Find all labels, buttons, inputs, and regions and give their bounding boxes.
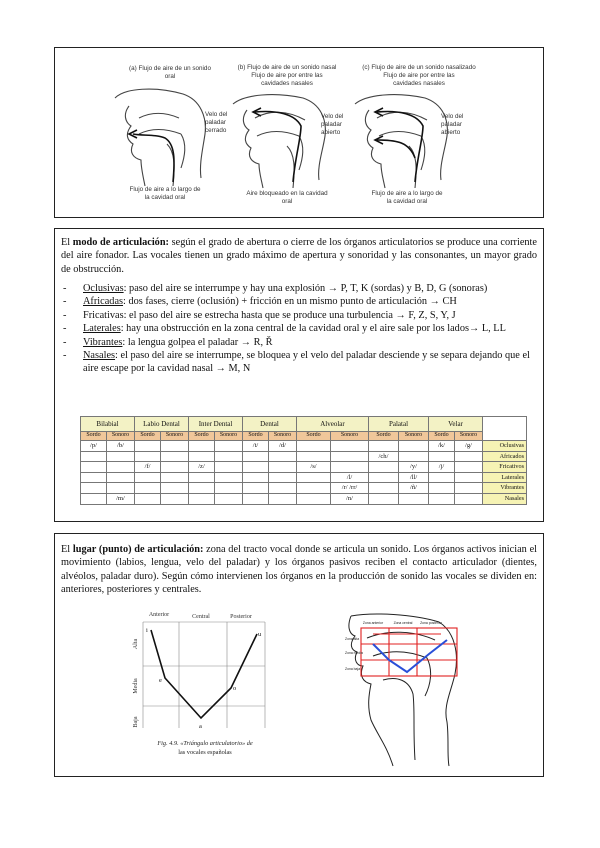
table-cell xyxy=(135,483,161,494)
zone-media-label: Zona media xyxy=(345,651,363,655)
list-item xyxy=(61,336,537,349)
table-cell: /s/ xyxy=(297,462,331,473)
table-cell xyxy=(81,483,107,494)
table-cell xyxy=(269,472,297,483)
voicing-sordo: Sordo xyxy=(81,432,107,441)
oral-velo-line1: Velo del xyxy=(205,111,228,118)
modo-intro xyxy=(61,236,537,276)
desc-nasales: : el paso del aire se interrumpe, se bloquea y el velo del paladar desciende y se separa dejando que el aire escape por la cavidad nasal → M, N xyxy=(83,350,530,375)
table-cell xyxy=(81,493,107,504)
table-cell xyxy=(161,493,189,504)
table-cell xyxy=(215,451,243,462)
term-vibrantes: Vibrantes xyxy=(83,336,123,348)
table-cell xyxy=(81,451,107,462)
table-cell: /p/ xyxy=(81,441,107,452)
table-cell xyxy=(243,451,269,462)
zone-baja-label: Zona baja xyxy=(345,667,361,671)
table-cell xyxy=(429,493,455,504)
lugar-intro-heading: lugar (punto) de articulación: xyxy=(72,544,204,555)
triangle-label-anterior: Anterior xyxy=(148,612,170,618)
col-header-labiodental: Labio Dental xyxy=(135,417,189,432)
table-cell xyxy=(369,441,399,452)
table-cell xyxy=(189,493,215,504)
nasal-bottom-line1: Aire bloqueado en la cavidad xyxy=(246,190,328,197)
row-label: Africados xyxy=(483,451,527,462)
nasal-velo-line1: Velo del xyxy=(321,113,344,120)
table-cell: /r/ /rr/ xyxy=(331,483,369,494)
term-africadas: Africadas xyxy=(83,296,124,308)
table-cell xyxy=(297,493,331,504)
table-cell xyxy=(135,472,161,483)
nasal-velo-line2: paladar xyxy=(321,121,343,128)
table-cell xyxy=(215,493,243,504)
table-cell xyxy=(399,441,429,452)
row-label: Vibrantes xyxy=(483,483,527,494)
desc-vibrantes: : la lengua golpea el paladar → R, Ř xyxy=(122,336,273,348)
term-nasales: Nasales xyxy=(83,350,116,362)
modo-articulacion-panel xyxy=(54,228,544,522)
table-cell: /t/ xyxy=(243,441,269,452)
table-cell xyxy=(297,441,331,452)
modo-intro-prefix: El xyxy=(61,237,73,248)
table-cell: /ch/ xyxy=(369,451,399,462)
nasalized-velo-line3: abierto xyxy=(441,129,461,136)
lugar-intro-prefix: El xyxy=(61,544,73,555)
table-cell xyxy=(269,493,297,504)
table-row xyxy=(81,451,527,462)
list-item xyxy=(61,309,537,322)
table-cell xyxy=(331,462,369,473)
table-cell xyxy=(399,493,429,504)
table-cell xyxy=(331,451,369,462)
nasalized-velo-line1: Velo del xyxy=(441,113,464,120)
nasalized-bottom-line2: la cavidad oral xyxy=(386,198,428,205)
zone-anterior-label: Zona anterior xyxy=(362,621,384,625)
oral-velo-line3: cerrado xyxy=(205,127,227,134)
nasal-velo-line3: abierto xyxy=(321,129,341,136)
table-cell: /m/ xyxy=(107,493,135,504)
row-label: Laterales xyxy=(483,472,527,483)
table-cell xyxy=(243,462,269,473)
table-cell: /j/ xyxy=(429,462,455,473)
lugar-intro-text: zona del tracto vocal donde se articula un sonido. Los órganos activos inician el movimiento (labios, lengua, velo del paladar) y los órganos pasivos reciben el contacto articulador (dientes, alvéolos, paladar duro). Según cómo intervienen los órganos en la producción de sonido las vocales se dividen en: anteriores, posteriores y centrales. xyxy=(61,544,537,596)
table-row xyxy=(81,441,527,452)
table-cell xyxy=(455,462,483,473)
nasal-bottom-line2: oral xyxy=(281,198,293,205)
oral-bottom-line2: la cavidad oral xyxy=(144,194,186,201)
vowel-triangle-overlay xyxy=(373,640,447,672)
lugar-articulacion-panel xyxy=(54,533,544,777)
table-cell xyxy=(215,472,243,483)
table-row xyxy=(81,472,527,483)
nasalized-bottom-line1: Flujo de aire a lo largo de xyxy=(371,190,443,197)
table-cell xyxy=(429,472,455,483)
table-cell xyxy=(189,441,215,452)
airflow-figure-panel xyxy=(54,47,544,218)
nasalized-velo-line2: paladar xyxy=(441,121,463,128)
nasal-title-line2: Flujo de aire por entre las xyxy=(251,72,323,79)
table-cell xyxy=(369,493,399,504)
table-row xyxy=(81,493,527,504)
list-item xyxy=(61,295,537,308)
voicing-sordo: Sordo xyxy=(135,432,161,441)
table-cell xyxy=(399,451,429,462)
row-label: Oclusivas xyxy=(483,441,527,452)
oral-airflow-arrow xyxy=(129,130,174,182)
col-header-alveolar: Alveolar xyxy=(297,417,369,432)
nasalized-title-line1: (c) Flujo de aire de un sonido nasalizado xyxy=(362,64,476,71)
nasal-title-line1: (b) Flujo de aire de un sonido nasal xyxy=(237,64,337,71)
col-header-velar: Velar xyxy=(429,417,483,432)
vowel-a: a xyxy=(199,723,202,730)
vowel-triangle-figure xyxy=(115,608,275,758)
head-zones-figure xyxy=(343,610,465,768)
table-cell: /f/ xyxy=(135,462,161,473)
table-row xyxy=(81,462,527,473)
diagram-oral xyxy=(115,65,227,201)
table-cell: /z/ xyxy=(189,462,215,473)
table-cell xyxy=(269,451,297,462)
triangle-caption-line1: Fig. 4.9. «Triángulo articulatorio» de xyxy=(157,740,253,747)
voicing-sonoro: Sonoro xyxy=(269,432,297,441)
table-cell xyxy=(189,472,215,483)
table-cell: /l/ xyxy=(331,472,369,483)
lugar-intro xyxy=(61,543,537,597)
zone-posterior-label: Zona posterior xyxy=(420,621,442,625)
table-cell: /d/ xyxy=(269,441,297,452)
table-cell: /b/ xyxy=(107,441,135,452)
triangle-label-alta: Alta xyxy=(133,638,139,650)
triangle-label-baja: Baja xyxy=(133,716,139,728)
table-row xyxy=(81,483,527,494)
place-header-row xyxy=(81,417,527,432)
diagram-nasal xyxy=(233,64,343,205)
row-label: Fricativos xyxy=(483,462,527,473)
table-cell xyxy=(107,462,135,473)
zone-alta-label: Zona alta xyxy=(345,637,360,641)
voicing-sonoro: Sonoro xyxy=(331,432,369,441)
table-cell xyxy=(455,451,483,462)
table-cell xyxy=(369,483,399,494)
table-cell xyxy=(161,483,189,494)
voicing-header-row xyxy=(81,432,527,441)
table-cell: /k/ xyxy=(429,441,455,452)
table-cell: /n/ xyxy=(331,493,369,504)
oral-title-line2: oral xyxy=(164,73,176,80)
voicing-sordo: Sordo xyxy=(429,432,455,441)
vowel-o: o xyxy=(233,685,237,692)
nasalized-title-line2: Flujo de aire por entre las xyxy=(383,72,455,79)
nasalized-title-line3: cavidades nasales xyxy=(393,80,445,87)
table-cell xyxy=(135,441,161,452)
table-cell xyxy=(135,451,161,462)
desc-fricativas: : el paso del aire se estrecha hasta que se produce una turbulencia → F, Z, S, Y, J xyxy=(123,309,456,321)
zone-central-label: Zona central xyxy=(393,621,413,625)
voicing-sordo: Sordo xyxy=(243,432,269,441)
list-item xyxy=(61,349,537,376)
table-cell: /g/ xyxy=(455,441,483,452)
table-cell xyxy=(215,462,243,473)
diagram-nasalized xyxy=(355,64,476,205)
triangle-label-media: Media xyxy=(133,678,139,694)
triangle-grid xyxy=(143,622,265,728)
triangle-label-central: Central xyxy=(192,614,210,620)
table-cell xyxy=(297,483,331,494)
voicing-sonoro: Sonoro xyxy=(399,432,429,441)
voicing-sonoro: Sonoro xyxy=(215,432,243,441)
vowel-e: e xyxy=(159,677,162,684)
oral-title-line1: (a) Flujo de aire de un sonido xyxy=(129,65,211,72)
table-cell: /ñ/ xyxy=(399,483,429,494)
table-cell xyxy=(189,483,215,494)
table-cell xyxy=(331,441,369,452)
desc-laterales: : hay una obstrucción en la zona central de la cavidad oral y el aire sale por los lados→ L, LL xyxy=(120,323,506,335)
term-oclusivas: Oclusivas xyxy=(83,283,124,294)
vowel-u: u xyxy=(258,631,262,638)
table-cell xyxy=(161,472,189,483)
table-cell xyxy=(243,483,269,494)
table-cell xyxy=(455,483,483,494)
table-cell xyxy=(455,493,483,504)
modo-list xyxy=(61,282,537,376)
table-cell: /ll/ xyxy=(399,472,429,483)
table-cell xyxy=(215,483,243,494)
desc-oclusivas: : paso del aire se interrumpe y hay una explosión → P, T, K (sordas) y B, D, G (sonoras) xyxy=(123,283,488,294)
term-laterales: Laterales xyxy=(83,323,121,335)
oral-head-drawing xyxy=(115,89,205,186)
nasalized-head-drawing xyxy=(355,95,447,188)
row-label: Nasales xyxy=(483,493,527,504)
table-cell xyxy=(369,472,399,483)
desc-africadas: : dos fases, cierre (oclusión) + fricción en un mismo punto de articulación → CH xyxy=(123,296,457,308)
voicing-sonoro: Sonoro xyxy=(455,432,483,441)
table-cell xyxy=(455,472,483,483)
voicing-sordo: Sordo xyxy=(369,432,399,441)
oral-velo-line2: paladar xyxy=(205,119,227,126)
airflow-diagrams xyxy=(55,48,543,217)
table-cell xyxy=(429,451,455,462)
table-cell xyxy=(189,451,215,462)
list-item xyxy=(61,322,537,335)
modo-intro-heading: modo de articulación: xyxy=(72,237,169,248)
col-header-palatal: Palatal xyxy=(369,417,429,432)
table-cell xyxy=(107,472,135,483)
col-header-dental: Dental xyxy=(243,417,297,432)
table-cell xyxy=(161,451,189,462)
table-cell xyxy=(161,441,189,452)
vowel-triangle-line xyxy=(151,630,257,718)
nasal-head-drawing xyxy=(233,95,325,188)
modo-intro-text: según el grado de abertura o cierre de los órganos articulatorios se produce una corriente del aire fonador. Las vocales tienen un grado máximo de apertura y sonoridad y las consonantes, un mayor grado de obstrucción. xyxy=(61,237,537,275)
table-cell xyxy=(269,483,297,494)
table-cell xyxy=(429,483,455,494)
table-cell xyxy=(161,462,189,473)
table-cell xyxy=(243,472,269,483)
table-cell xyxy=(81,462,107,473)
voicing-sordo: Sordo xyxy=(189,432,215,441)
nasal-airflow-arrow xyxy=(253,108,301,182)
table-cell xyxy=(215,441,243,452)
consonant-table-body xyxy=(81,441,527,505)
triangle-label-posterior: Posterior xyxy=(230,614,252,620)
head-profile xyxy=(349,614,457,766)
vowel-i: i xyxy=(146,627,148,634)
table-cell xyxy=(297,472,331,483)
table-cell xyxy=(135,493,161,504)
term-fricativas: Fricativas xyxy=(83,309,124,321)
consonant-table xyxy=(80,416,527,505)
table-cell xyxy=(81,472,107,483)
corner-cell xyxy=(483,417,527,441)
table-cell xyxy=(269,462,297,473)
table-cell xyxy=(107,451,135,462)
table-cell xyxy=(107,483,135,494)
col-header-interdental: Inter Dental xyxy=(189,417,243,432)
table-cell xyxy=(243,493,269,504)
table-cell: /y/ xyxy=(399,462,429,473)
col-header-bilabial: Bilabial xyxy=(81,417,135,432)
table-cell xyxy=(369,462,399,473)
nasalized-airflow-arrows xyxy=(375,108,423,182)
voicing-sonoro: Sonoro xyxy=(107,432,135,441)
voicing-sonoro: Sonoro xyxy=(161,432,189,441)
voicing-sordo: Sordo xyxy=(297,432,331,441)
oral-bottom-line1: Flujo de aire a lo largo de xyxy=(129,186,201,193)
list-item xyxy=(61,282,537,295)
nasal-title-line3: cavidades nasales xyxy=(261,80,313,87)
table-cell xyxy=(297,451,331,462)
triangle-caption-line2: las vocales españolas xyxy=(178,749,232,756)
